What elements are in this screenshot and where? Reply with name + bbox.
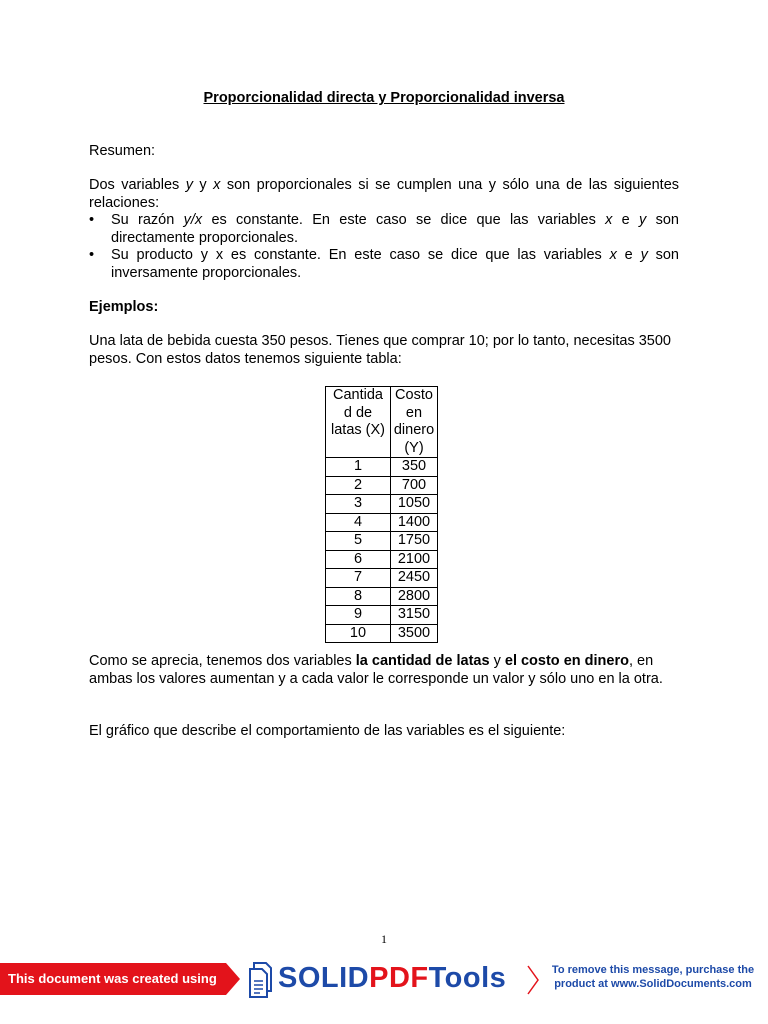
cell-y: 3500 <box>391 624 438 643</box>
cell-x: 1 <box>326 458 391 477</box>
intro-var-y: y <box>185 177 193 193</box>
bullet-text-a: Su producto y x es constante. En este caso se dice que las variables <box>111 247 610 263</box>
cell-y: 3150 <box>391 606 438 625</box>
table-row <box>326 458 438 477</box>
banner-arrow-icon <box>226 963 240 995</box>
cell-x: 3 <box>326 495 391 514</box>
bullet-icon: • <box>89 247 95 263</box>
cell-y: 2100 <box>391 550 438 569</box>
intro-text-1: Dos variables <box>89 177 186 193</box>
purchase-notice[interactable]: To remove this message, purchase the product at www.SolidDocuments.com <box>551 964 755 990</box>
relations-list <box>89 212 679 282</box>
list-item <box>89 247 679 282</box>
grafico-paragraph: El gráfico que describe el comportamiento de las variables es el siguiente: <box>89 723 566 739</box>
bullet-var-y: y <box>640 247 648 263</box>
cell-y: 2800 <box>391 587 438 606</box>
cell-y: 1750 <box>391 532 438 551</box>
examples-heading: Ejemplos: <box>89 299 159 315</box>
table-row <box>326 550 438 569</box>
table-row <box>326 624 438 643</box>
summary-label: Resumen: <box>89 143 156 159</box>
cans-cost-table <box>325 386 438 643</box>
apre-text-a: Como se aprecia, tenemos dos variables <box>89 653 356 669</box>
apre-bold-costo: el costo en dinero <box>504 653 629 669</box>
bullet-icon: • <box>89 212 95 228</box>
bullet-var-x: x <box>605 212 613 228</box>
created-using-text: This document was created using <box>0 963 226 995</box>
bullet-var-x: x <box>609 247 617 263</box>
cell-x: 7 <box>326 569 391 588</box>
page-number: 1 <box>381 932 387 946</box>
table-row <box>326 532 438 551</box>
table-row <box>326 587 438 606</box>
intro-text-3: son proporcionales si se cumplen una y sólo una de las siguientes relaciones: <box>89 177 680 211</box>
table-row <box>326 606 438 625</box>
example-paragraph: Una lata de bebida cuesta 350 pesos. Tienes que comprar 10; por lo tanto, necesitas 3500 pesos. Con estos datos tenemos siguiente tabla: <box>89 333 671 367</box>
apre-text-e: , en ambas los valores aumentan y a cada valor le corresponde un valor y sólo uno en la otra. <box>89 653 663 687</box>
cell-x: 5 <box>326 532 391 551</box>
cell-y: 2450 <box>391 569 438 588</box>
cell-x: 9 <box>326 606 391 625</box>
table-row <box>326 476 438 495</box>
solidpdftools-logo <box>248 960 523 1000</box>
header-cantidad: Cantida d de latas (X) <box>326 387 391 458</box>
apre-bold-latas: la cantidad de latas <box>355 653 490 669</box>
bullet-text-e: e <box>612 212 640 228</box>
bullet-ratio: y/x <box>183 212 203 228</box>
apreciacion-paragraph <box>89 653 679 688</box>
header-costo: Costo en dinero (Y) <box>391 387 438 458</box>
bullet-text-a: Su razón <box>111 212 184 228</box>
cell-y: 700 <box>391 476 438 495</box>
cell-y: 350 <box>391 458 438 477</box>
cell-y: 1050 <box>391 495 438 514</box>
cell-x: 8 <box>326 587 391 606</box>
logo-solid: SOLID <box>278 962 370 994</box>
bullet-text-g: son inversamente proporcionales. <box>111 247 679 281</box>
cell-x: 6 <box>326 550 391 569</box>
watermark-banner <box>0 958 768 1002</box>
table-row <box>326 495 438 514</box>
document-icon <box>248 961 274 999</box>
table-header-row <box>326 387 438 458</box>
intro-paragraph <box>89 177 679 212</box>
bullet-var-y: y <box>639 212 647 228</box>
bullet-text-g: son directamente proporcionales. <box>111 212 679 246</box>
bullet-text-c: es constante. En este caso se dice que las variables <box>202 212 606 228</box>
cell-x: 2 <box>326 476 391 495</box>
logo-wordmark <box>278 962 506 995</box>
logo-pdf: PDF <box>369 962 429 994</box>
intro-var-x: x <box>213 177 221 193</box>
cell-y: 1400 <box>391 513 438 532</box>
list-item <box>89 212 679 247</box>
cell-x: 10 <box>326 624 391 643</box>
table-row <box>326 569 438 588</box>
intro-text-2: y <box>192 177 214 193</box>
logo-tools: Tools <box>428 962 507 994</box>
bullet-text-e: e <box>616 247 641 263</box>
cell-x: 4 <box>326 513 391 532</box>
apre-text-c: y <box>489 653 505 669</box>
table-row <box>326 513 438 532</box>
page-title: Proporcionalidad directa y Proporcionalidad inversa <box>203 90 565 106</box>
chevron-right-icon <box>526 964 540 996</box>
